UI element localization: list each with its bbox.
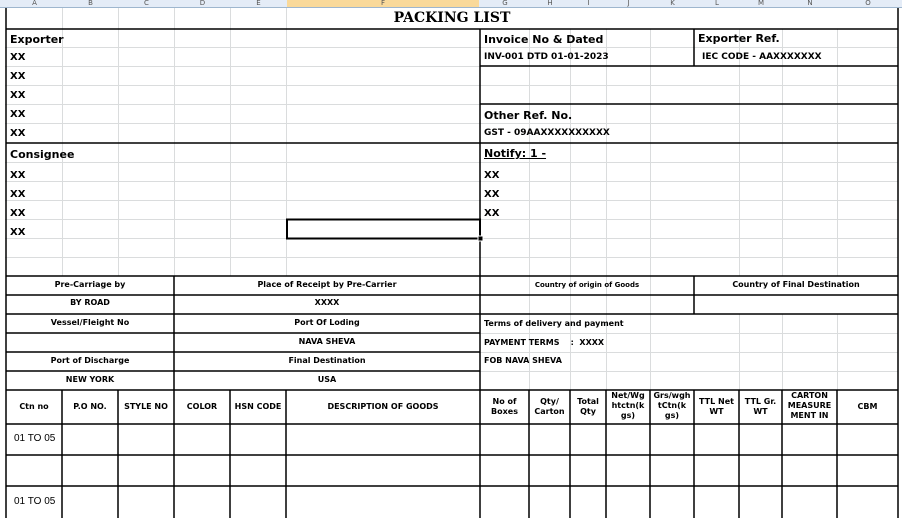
notify-line-3: XX xyxy=(484,208,500,219)
col-ttl-net-line-1: TTL Net xyxy=(699,397,734,406)
port-discharge-value: NEW YORK xyxy=(65,375,115,384)
active-cell-selection xyxy=(287,220,480,239)
col-total-qty-line-1: Total xyxy=(577,397,599,406)
column-header-k[interactable]: K xyxy=(670,0,675,7)
other-ref-value: GST - 09AAXXXXXXXXXX xyxy=(484,128,610,138)
col-net-wt-line-3: gs) xyxy=(620,411,636,420)
col-qty-carton-line-2: Carton xyxy=(534,407,565,416)
exporter-ref-value: IEC CODE - AAXXXXXXX xyxy=(702,52,822,62)
pre-carriage-value: BY ROAD xyxy=(70,298,110,307)
col-po-no: P.O NO. xyxy=(73,402,107,411)
port-loading-value: NAVA SHEVA xyxy=(298,337,356,346)
col-ttl-gr-line-2: WT xyxy=(753,407,768,416)
column-header-b[interactable]: B xyxy=(88,0,93,7)
col-style-no: STYLE NO xyxy=(124,402,168,411)
col-ttl-gr-line-1: TTL Gr. xyxy=(744,397,777,406)
col-gross-wt-line-3: gs) xyxy=(664,411,680,420)
exporter-line-5: XX xyxy=(10,128,26,139)
exporter-ref-label: Exporter Ref. xyxy=(698,32,780,45)
place-receipt-label: Place of Receipt by Pre-Carrier xyxy=(257,280,397,289)
col-carton-line-1: CARTON xyxy=(791,391,828,400)
consignee-line-3: XX xyxy=(10,208,26,219)
origin-country-label: Country of origin of Goods xyxy=(534,281,640,289)
consignee-line-4: XX xyxy=(10,227,26,238)
column-header-m[interactable]: M xyxy=(757,0,765,7)
column-header-o[interactable]: O xyxy=(865,0,871,7)
column-header-j[interactable]: J xyxy=(627,0,630,7)
col-gross-wt-line-1: Grs/wgh xyxy=(653,391,691,400)
col-carton-line-3: MENT IN xyxy=(790,411,829,420)
column-header-a[interactable]: A xyxy=(32,0,37,7)
row-1-ctn-no[interactable]: 01 TO 05 xyxy=(14,433,56,444)
col-cbm: CBM xyxy=(857,402,878,411)
packing-list-title: PACKING LIST xyxy=(393,10,511,26)
fill-handle xyxy=(478,236,483,241)
column-header-h[interactable]: H xyxy=(547,0,553,7)
final-destination-value: USA xyxy=(317,375,337,384)
column-header-n[interactable]: N xyxy=(807,0,813,7)
exporter-label: Exporter xyxy=(10,33,64,46)
col-net-wt-line-2: htctn(k xyxy=(611,401,645,410)
notify-label: Notify: 1 - xyxy=(484,147,547,160)
place-receipt-value: XXXX xyxy=(314,298,340,307)
column-header-g[interactable]: G xyxy=(502,0,508,7)
final-destination-country-label: Country of Final Destination xyxy=(732,280,860,289)
column-header-f[interactable]: F xyxy=(287,0,479,7)
notify-line-2: XX xyxy=(484,189,500,200)
col-ctn-no: Ctn no xyxy=(19,402,49,411)
col-description: DESCRIPTION OF GOODS xyxy=(327,402,439,411)
col-net-wt-line-1: Net/Wg xyxy=(611,391,645,400)
exporter-line-3: XX xyxy=(10,90,26,101)
exporter-line-2: XX xyxy=(10,71,26,82)
column-header-e[interactable]: E xyxy=(256,0,261,7)
column-header-i[interactable]: I xyxy=(587,0,590,7)
col-carton-line-2: MEASURE xyxy=(787,401,832,410)
col-color: COLOR xyxy=(186,402,218,411)
final-destination-label: Final Destination xyxy=(288,356,366,365)
invoice-value: INV-001 DTD 01-01-2023 xyxy=(484,52,609,62)
column-header-d[interactable]: D xyxy=(199,0,206,7)
pre-carriage-label: Pre-Carriage by xyxy=(54,280,126,289)
row-3-ctn-no[interactable]: 01 TO 05 xyxy=(14,496,56,507)
consignee-line-1: XX xyxy=(10,170,26,181)
col-qty-carton-line-1: Qty/ xyxy=(540,397,559,406)
notify-line-1: XX xyxy=(484,170,500,181)
column-header-l[interactable]: L xyxy=(715,0,719,7)
consignee-label: Consignee xyxy=(10,148,75,161)
terms-label: Terms of delivery and payment xyxy=(484,319,624,328)
col-boxes-line-2: Boxes xyxy=(491,407,518,416)
other-ref-label: Other Ref. No. xyxy=(484,109,573,122)
vessel-label: Vessel/Fleight No xyxy=(50,318,130,327)
consignee-line-2: XX xyxy=(10,189,26,200)
col-hsn-code: HSN CODE xyxy=(234,402,282,411)
port-discharge-label: Port of Discharge xyxy=(50,356,130,365)
col-boxes-line-1: No of xyxy=(492,397,517,406)
col-total-qty-line-2: Qty xyxy=(580,407,596,416)
exporter-line-4: XX xyxy=(10,109,26,120)
col-ttl-net-line-2: WT xyxy=(709,407,724,416)
col-gross-wt-line-2: tCtn(k xyxy=(657,401,687,410)
payment-terms: PAYMENT TERMS : XXXX xyxy=(484,338,605,347)
exporter-line-1: XX xyxy=(10,52,26,63)
invoice-label: Invoice No & Dated xyxy=(484,33,604,46)
fob-terms: FOB NAVA SHEVA xyxy=(484,356,562,365)
port-loading-label: Port Of Loding xyxy=(294,318,360,327)
column-header-c[interactable]: C xyxy=(144,0,149,7)
